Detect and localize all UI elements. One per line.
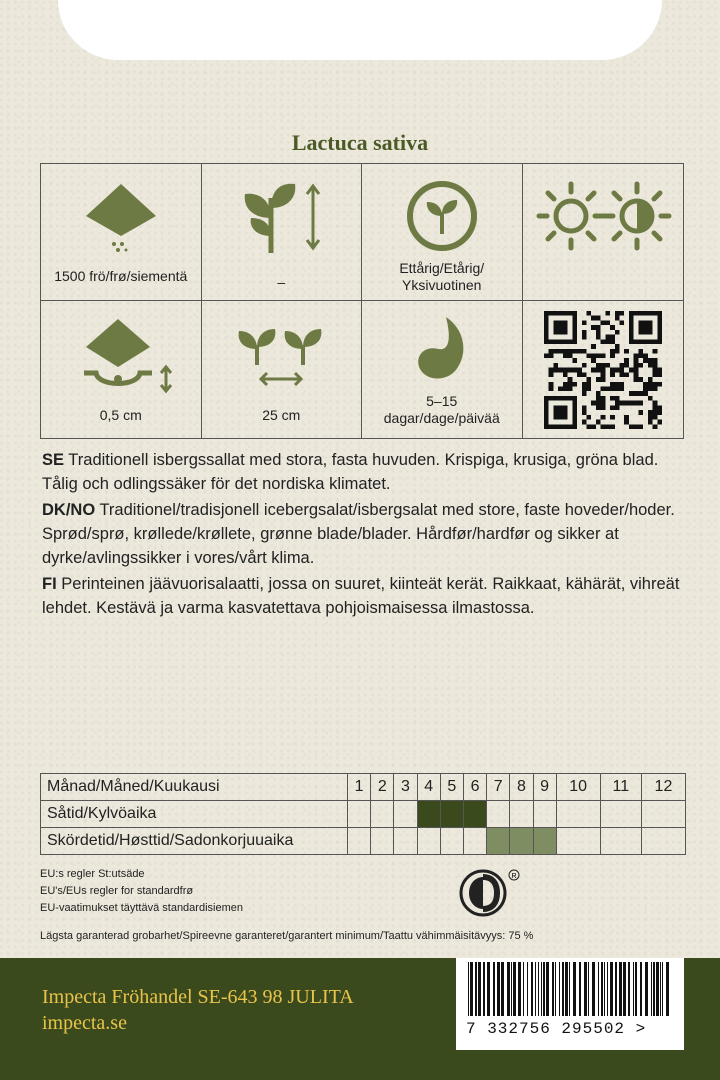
description-fi: FI Perinteinen jäävuorisalaatti, jossa on suuret, kiinteät kerät. Raikkaat, kähärät, vihreät lehdet. Kestävä ja varma kasvatettava pohjoismaisessa ilmastossa. <box>42 575 680 617</box>
month-cell: 7 <box>487 774 510 801</box>
sun-half-shade-icon <box>533 178 673 258</box>
seed-count-label: 1500 frö/frø/siementä <box>54 268 188 284</box>
harvest-month <box>394 828 417 855</box>
eu-rule-se: EU:s regler St:utsäde <box>40 868 145 880</box>
lifecycle-cell <box>362 164 523 301</box>
sowing-row-label: Såtid/Kylvöaika <box>41 801 348 828</box>
lang-code-dk-no: DK/NO <box>42 501 96 519</box>
eu-rule-dk-no: EU's/EUs regler for standardfrø <box>40 885 194 897</box>
company-name: Impecta Fröhandel SE-643 98 JULITA <box>42 986 354 1008</box>
sowing-month <box>394 801 417 828</box>
qr-cell <box>523 301 684 438</box>
plant-spacing-icon <box>231 319 331 399</box>
germination-label: 5–15 dagar/dage/päivää <box>383 393 500 426</box>
page-title: Lactuca sativa <box>291 130 429 155</box>
sowing-depth-cell <box>41 301 202 438</box>
harvest-month <box>487 828 510 855</box>
annual-cycle-icon <box>402 176 482 256</box>
month-cell: 11 <box>600 774 641 801</box>
germination-guarantee: Lägsta garanterad grobarhet/Spireevne garanteret/garantert minimum/Taattu vähimmäisitävyys: 75 % <box>40 930 534 942</box>
sowing-month <box>348 801 371 828</box>
calendar-header-label: Månad/Måned/Kuukausi <box>41 774 348 801</box>
month-cell: 8 <box>510 774 533 801</box>
harvest-month <box>348 828 371 855</box>
month-cell: 2 <box>371 774 394 801</box>
height-label: – <box>277 274 286 290</box>
seed-count-cell <box>41 164 202 301</box>
height-cell <box>202 164 363 301</box>
footer <box>0 958 720 1080</box>
harvest-month <box>533 828 556 855</box>
barcode <box>456 958 684 1050</box>
sowing-month <box>641 801 685 828</box>
description-se: SE Traditionell isbergssallat med stora, fasta huvuden. Krispiga, krusiga, gröna blad. Tålig och odlingssäker för det nordiska klimatet. <box>42 451 659 493</box>
barcode-number: 7 332756 295502 > <box>466 1020 647 1038</box>
harvest-month <box>417 828 440 855</box>
calendar-header-row <box>41 774 686 801</box>
harvest-month <box>440 828 463 855</box>
sowing-month <box>533 801 556 828</box>
harvest-month <box>510 828 533 855</box>
harvest-month <box>371 828 394 855</box>
sowing-depth-label: 0,5 cm <box>99 407 142 423</box>
company-website[interactable]: impecta.se <box>42 1012 127 1034</box>
month-cell: 5 <box>440 774 463 801</box>
germination-seed-icon <box>402 311 482 391</box>
eu-rule-fi: EU-vaatimukset täyttävä standardisiemen <box>40 902 243 914</box>
spacing-label: 25 cm <box>262 407 301 423</box>
harvest-row-label: Skördetid/Høsttid/Sadonkorjuuaika <box>41 828 348 855</box>
sun-cell <box>523 164 684 301</box>
spacing-cell <box>202 301 363 438</box>
harvest-month <box>600 828 641 855</box>
sowing-calendar <box>40 773 686 855</box>
month-cell: 4 <box>417 774 440 801</box>
hang-hole <box>58 0 662 60</box>
sowing-month <box>487 801 510 828</box>
sowing-month <box>440 801 463 828</box>
company-info <box>42 984 354 1036</box>
sowing-month <box>417 801 440 828</box>
eu-rules <box>40 866 243 917</box>
month-cell: 10 <box>556 774 600 801</box>
barcode-bars <box>462 958 678 1018</box>
sowing-month <box>371 801 394 828</box>
germination-cell <box>362 301 523 438</box>
lang-code-se: SE <box>42 451 65 469</box>
month-cell: 1 <box>348 774 371 801</box>
lang-code-fi: FI <box>42 575 57 593</box>
month-cell: 9 <box>533 774 556 801</box>
month-cell: 6 <box>463 774 486 801</box>
harvest-month <box>556 828 600 855</box>
sowing-month <box>463 801 486 828</box>
lifecycle-label: Ettårig/Etårig/ Yksivuotinen <box>399 260 485 293</box>
qr-code[interactable] <box>544 311 662 429</box>
icon-grid <box>40 163 684 439</box>
sowing-month <box>600 801 641 828</box>
harvest-month <box>463 828 486 855</box>
description <box>42 448 682 622</box>
sowing-month <box>510 801 533 828</box>
harvest-row <box>41 828 686 855</box>
green-dot-recycle-icon <box>458 868 522 918</box>
svg-text:R: R <box>511 873 517 880</box>
sowing-depth-icon <box>66 315 176 395</box>
seed-packet-icon <box>76 178 166 258</box>
description-dk-no: DK/NO Traditionel/tradisjonell icebergsalat/isbergsalat med store, faste hoveder/hoder. Sprød/sprø, krøllede/krøllete, grønne blade/blader. Hårdfør/hardfør og sikker at dyrke/avlingssikker i vores/vårt klima. <box>42 501 675 567</box>
plant-height-icon <box>231 178 331 258</box>
sowing-row <box>41 801 686 828</box>
month-cell: 3 <box>394 774 417 801</box>
harvest-month <box>641 828 685 855</box>
sowing-month <box>556 801 600 828</box>
month-cell: 12 <box>641 774 685 801</box>
